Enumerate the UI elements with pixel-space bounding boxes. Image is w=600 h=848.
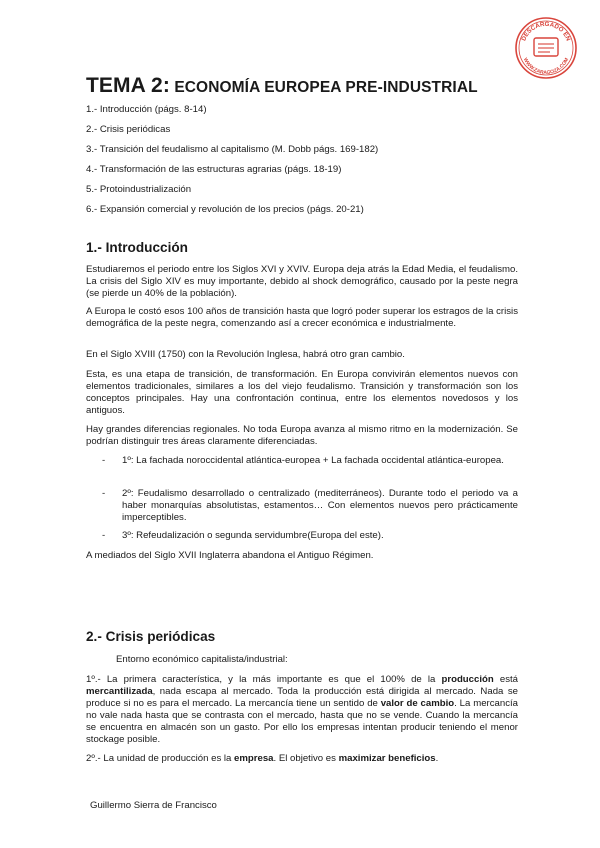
paragraph: Esta, es una etapa de transición, de transformación. En Europa convivirán elementos nuevos con elementos tradicionales, similares a los del viejo feudalismo. Transición y transformación son los conceptos principales. Hay una confrontación continua, entre los elementos novedosos y los antiguos. — [86, 369, 518, 416]
section-heading-introduccion: 1.- Introducción — [86, 240, 188, 255]
bold-term: empresa — [234, 753, 274, 764]
text-run: . — [435, 753, 439, 764]
toc-item: 4.- Transformación de las estructuras agrarias (págs. 18-19) — [86, 164, 342, 175]
bold-term: producción — [441, 674, 494, 685]
text-run: . El objetivo es — [273, 753, 339, 764]
title-prefix: TEMA 2: — [86, 74, 170, 97]
bullet-dash: - — [102, 455, 106, 466]
toc-item: 3.- Transición del feudalismo al capitalismo (M. Dobb págs. 169-182) — [86, 144, 379, 155]
text-run: 2º.- La unidad de producción es la — [86, 753, 235, 764]
toc-item: 2.- Crisis periódicas — [86, 124, 171, 135]
list-item-text: 1º: La fachada noroccidental atlántica-europea + La fachada occidental atlántica-europea. — [122, 455, 504, 466]
section-heading-crisis: 2.- Crisis periódicas — [86, 629, 216, 644]
footer-author: Guillermo Sierra de Francisco — [90, 800, 217, 811]
stamp-bottom-text: WWW.ZARAGOZA.COM — [521, 57, 571, 77]
text-run: , nada escapa al mercado. Toda la producción está dirigida al mercado. Nada se produce si no es para el mercado. La mercancía tiene un sentido de — [86, 686, 518, 709]
paragraph-intro: Entorno económico capitalista/industrial: — [116, 654, 288, 665]
list-item-text: 2º: Feudalismo desarrollado o centralizado (mediterráneos). Durante todo el periodo va a haber monarquías absolutistas, estamentos… Con elementos nuevos pero prácticamente imperceptibles. — [122, 488, 518, 523]
toc-item: 6.- Expansión comercial y revolución de los precios (págs. 20-21) — [86, 204, 364, 215]
title-rest: ECONOMÍA EUROPEA PRE-INDUSTRIAL — [169, 79, 478, 96]
text-run: . La mercancía no vale nada hasta que se contrasta con el mercado, hasta que no se vende. Cuando la mercancía se encuentra en almacén son un gasto. Por ello los empresas intentan producir teniendo el menor stockage posible. — [86, 698, 518, 745]
paragraph: A mediados del Siglo XVII Inglaterra abandona el Antiguo Régimen. — [86, 550, 374, 561]
text-run: 1º.- La primera característica, y la más importante es que el 100% de la — [86, 674, 442, 685]
paragraph — [86, 753, 518, 765]
bold-term: valor de cambio — [380, 698, 455, 709]
bullet-dash: - — [102, 530, 106, 541]
stamp-top-text: DESCARGADO EN — [520, 20, 572, 43]
paragraph: Hay grandes diferencias regionales. No toda Europa avanza al mismo ritmo en la modernización. Se podrían distinguir tres áreas claramente diferenciadas. — [86, 424, 518, 447]
toc-item: 1.- Introducción (págs. 8-14) — [86, 104, 207, 115]
paragraph: Estudiaremos el periodo entre los Siglos XVI y XVIV. Europa deja atrás la Edad Media, el feudalismo. La crisis del Siglo XIV es muy importante, debido al shock demográfico, causado por la peste negra (se pierde un 40% de la población). — [86, 264, 518, 299]
page-title — [86, 74, 478, 98]
list-item-text: 3º: Refeudalización o segunda servidumbre(Europa del este). — [122, 530, 384, 541]
paragraph — [86, 674, 518, 746]
paragraph: A Europa le costó esos 100 años de transición hasta que logró poder superar los estragos de la crisis demográfica de la peste negra, comenzando así a crecer económica e industrialmente. — [86, 306, 518, 329]
stamp-icon — [514, 16, 578, 80]
bullet-dash: - — [102, 488, 106, 499]
text-run: está — [493, 674, 518, 685]
bold-term: maximizar beneficios — [338, 753, 436, 764]
paragraph: En el Siglo XVIII (1750) con la Revolución Inglesa, habrá otro gran cambio. — [86, 349, 405, 360]
toc-item: 5.- Protoindustrialización — [86, 184, 192, 195]
table-of-contents — [86, 100, 378, 220]
bold-term: mercantilizada — [86, 686, 153, 697]
